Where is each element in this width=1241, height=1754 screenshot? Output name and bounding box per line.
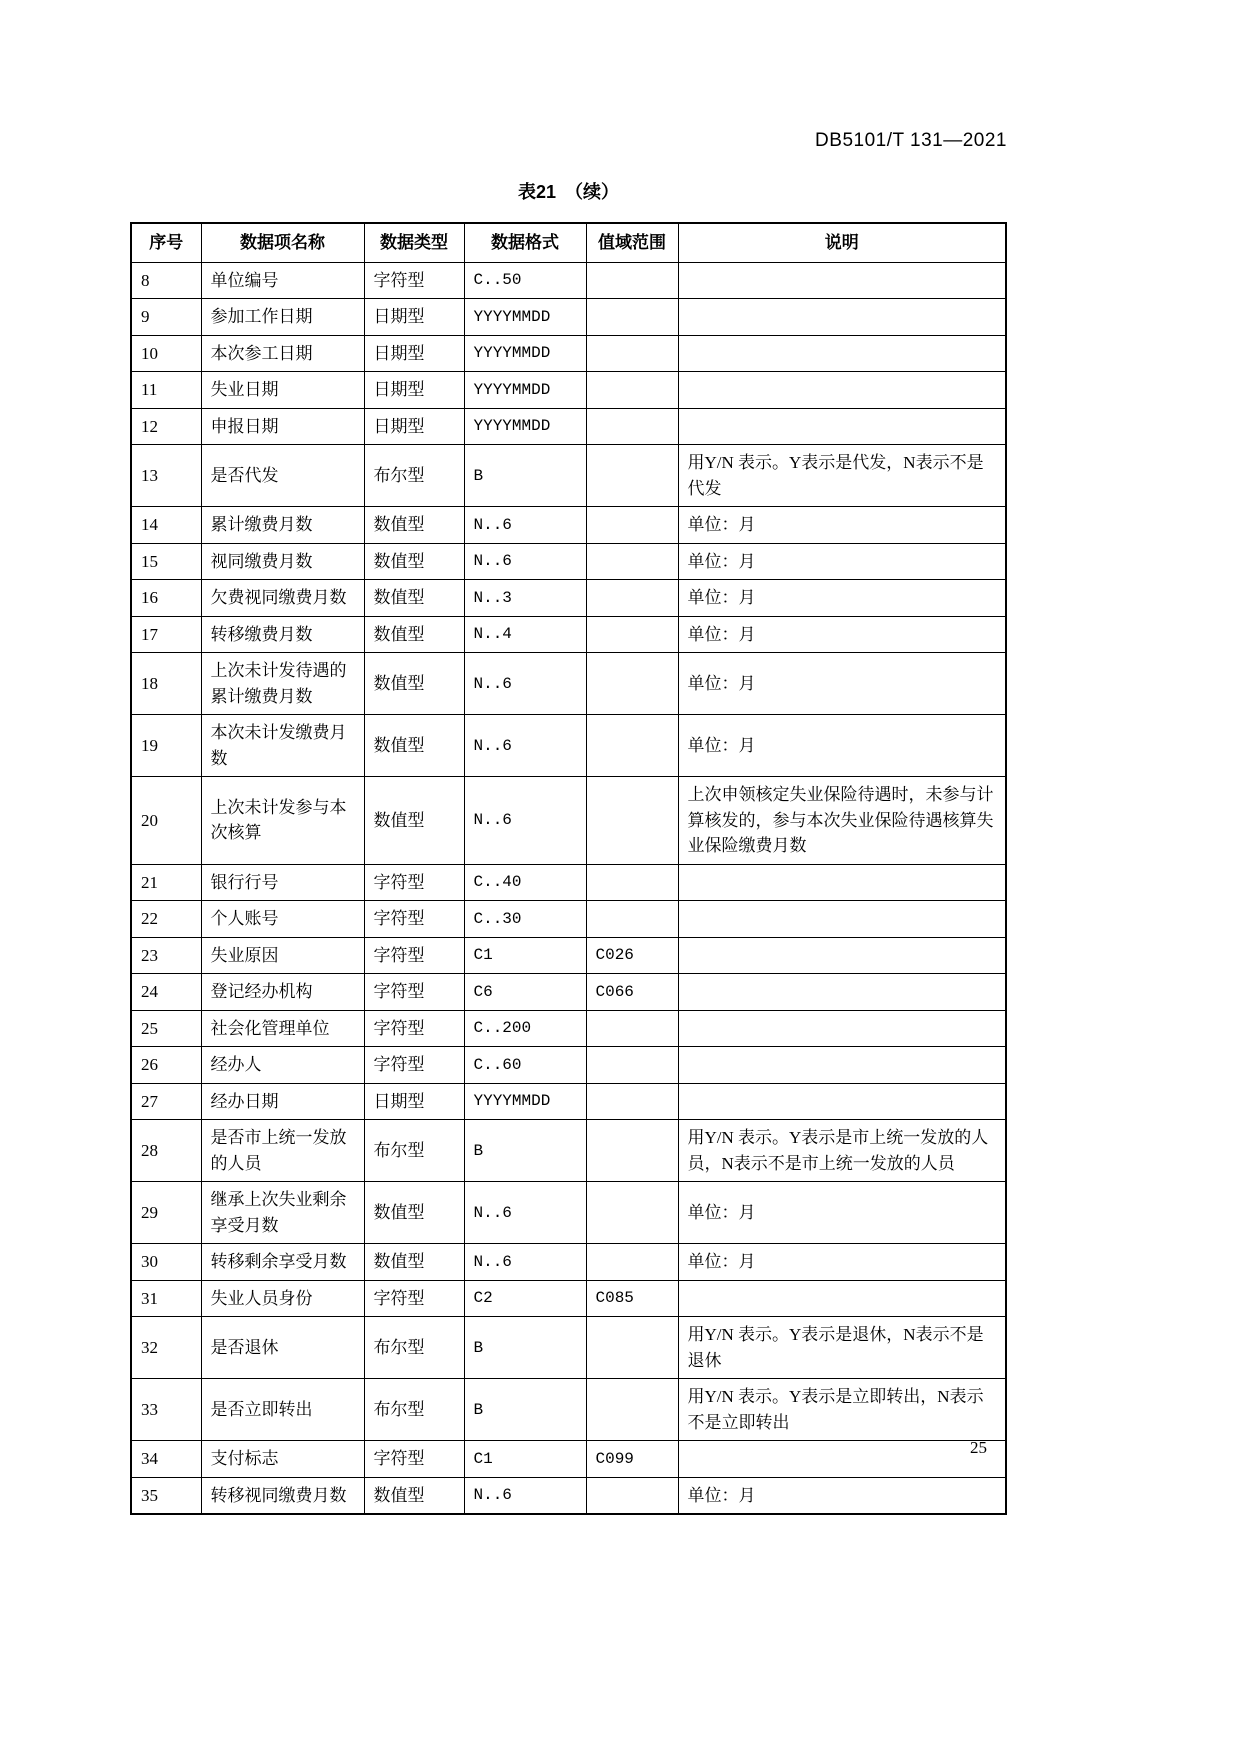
header-col-type: 数据类型 [364, 223, 464, 262]
cell-range [586, 507, 678, 544]
cell-desc: 单位：月 [678, 580, 1006, 617]
cell-type: 数值型 [364, 1477, 464, 1514]
page-number: 25 [970, 1438, 987, 1457]
cell-desc: 用Y/N 表示。Y表示是代发，N表示不是代发 [678, 445, 1006, 507]
cell-type: 日期型 [364, 372, 464, 409]
table-row [131, 1083, 1006, 1120]
table-row [131, 616, 1006, 653]
cell-desc: 单位：月 [678, 1182, 1006, 1244]
cell-range [586, 1244, 678, 1281]
cell-name: 上次未计发参与本次核算 [201, 777, 364, 865]
data-dictionary-table [130, 222, 1007, 1515]
cell-desc: 单位：月 [678, 653, 1006, 715]
cell-format: N..6 [464, 715, 586, 777]
cell-range [586, 262, 678, 299]
cell-type: 布尔型 [364, 1317, 464, 1379]
cell-no: 31 [131, 1280, 201, 1317]
cell-no: 23 [131, 937, 201, 974]
cell-range [586, 299, 678, 336]
cell-type: 字符型 [364, 262, 464, 299]
cell-type: 字符型 [364, 1280, 464, 1317]
header-col-name: 数据项名称 [201, 223, 364, 262]
table-row [131, 408, 1006, 445]
cell-name: 经办人 [201, 1047, 364, 1084]
cell-no: 12 [131, 408, 201, 445]
table-row [131, 299, 1006, 336]
cell-name: 继承上次失业剩余享受月数 [201, 1182, 364, 1244]
cell-format: B [464, 1379, 586, 1441]
cell-no: 34 [131, 1441, 201, 1478]
cell-range [586, 777, 678, 865]
cell-no: 28 [131, 1120, 201, 1182]
cell-name: 欠费视同缴费月数 [201, 580, 364, 617]
cell-desc [678, 372, 1006, 409]
cell-range [586, 408, 678, 445]
cell-no: 27 [131, 1083, 201, 1120]
cell-desc [678, 262, 1006, 299]
table-row [131, 445, 1006, 507]
cell-no: 15 [131, 543, 201, 580]
header-col-no: 序号 [131, 223, 201, 262]
cell-type: 布尔型 [364, 1120, 464, 1182]
cell-name: 是否立即转出 [201, 1379, 364, 1441]
cell-range [586, 445, 678, 507]
cell-type: 字符型 [364, 1441, 464, 1478]
cell-range [586, 1010, 678, 1047]
cell-range: C066 [586, 974, 678, 1011]
cell-type: 字符型 [364, 901, 464, 938]
cell-format: YYYYMMDD [464, 372, 586, 409]
cell-range [586, 1047, 678, 1084]
table-row [131, 580, 1006, 617]
cell-no: 30 [131, 1244, 201, 1281]
cell-format: YYYYMMDD [464, 299, 586, 336]
cell-desc: 上次申领核定失业保险待遇时，未参与计算核发的，参与本次失业保险待遇核算失业保险缴费月数 [678, 777, 1006, 865]
cell-type: 数值型 [364, 580, 464, 617]
cell-range [586, 1477, 678, 1514]
cell-type: 日期型 [364, 299, 464, 336]
cell-format: N..6 [464, 653, 586, 715]
cell-desc [678, 864, 1006, 901]
cell-type: 日期型 [364, 335, 464, 372]
cell-no: 9 [131, 299, 201, 336]
table-row [131, 1379, 1006, 1441]
cell-desc: 单位：月 [678, 507, 1006, 544]
cell-format: C..60 [464, 1047, 586, 1084]
cell-type: 数值型 [364, 543, 464, 580]
cell-name: 视同缴费月数 [201, 543, 364, 580]
cell-name: 转移缴费月数 [201, 616, 364, 653]
cell-name: 是否市上统一发放的人员 [201, 1120, 364, 1182]
cell-range [586, 1083, 678, 1120]
table-row [131, 864, 1006, 901]
table-row [131, 372, 1006, 409]
cell-type: 数值型 [364, 777, 464, 865]
cell-type: 字符型 [364, 974, 464, 1011]
cell-name: 银行行号 [201, 864, 364, 901]
cell-no: 10 [131, 335, 201, 372]
cell-desc: 用Y/N 表示。Y表示是市上统一发放的人员，N表示不是市上统一发放的人员 [678, 1120, 1006, 1182]
cell-range [586, 715, 678, 777]
table-row [131, 653, 1006, 715]
cell-name: 失业人员身份 [201, 1280, 364, 1317]
cell-no: 24 [131, 974, 201, 1011]
cell-desc: 单位：月 [678, 1244, 1006, 1281]
header-col-desc: 说明 [678, 223, 1006, 262]
cell-range [586, 901, 678, 938]
cell-name: 本次未计发缴费月数 [201, 715, 364, 777]
cell-desc [678, 408, 1006, 445]
cell-no: 26 [131, 1047, 201, 1084]
header-col-format: 数据格式 [464, 223, 586, 262]
cell-name: 失业原因 [201, 937, 364, 974]
table-row [131, 937, 1006, 974]
table-row [131, 543, 1006, 580]
cell-format: C..200 [464, 1010, 586, 1047]
cell-name: 转移视同缴费月数 [201, 1477, 364, 1514]
cell-type: 字符型 [364, 864, 464, 901]
cell-name: 累计缴费月数 [201, 507, 364, 544]
cell-desc [678, 299, 1006, 336]
cell-desc [678, 1083, 1006, 1120]
cell-name: 经办日期 [201, 1083, 364, 1120]
table-row [131, 1477, 1006, 1514]
cell-name: 上次未计发待遇的累计缴费月数 [201, 653, 364, 715]
table-body [131, 262, 1006, 1514]
cell-no: 22 [131, 901, 201, 938]
cell-format: YYYYMMDD [464, 408, 586, 445]
cell-range [586, 543, 678, 580]
cell-format: N..6 [464, 777, 586, 865]
cell-desc [678, 1010, 1006, 1047]
cell-type: 字符型 [364, 937, 464, 974]
cell-range [586, 864, 678, 901]
table-row [131, 901, 1006, 938]
cell-format: B [464, 1120, 586, 1182]
table-header-row [131, 223, 1006, 262]
cell-name: 支付标志 [201, 1441, 364, 1478]
cell-type: 数值型 [364, 1182, 464, 1244]
cell-desc [678, 901, 1006, 938]
table-row [131, 777, 1006, 865]
cell-format: B [464, 1317, 586, 1379]
cell-range [586, 1379, 678, 1441]
cell-no: 13 [131, 445, 201, 507]
cell-range [586, 616, 678, 653]
cell-desc [678, 335, 1006, 372]
cell-no: 11 [131, 372, 201, 409]
cell-type: 数值型 [364, 1244, 464, 1281]
cell-range: C085 [586, 1280, 678, 1317]
cell-format: N..6 [464, 1477, 586, 1514]
cell-type: 日期型 [364, 408, 464, 445]
cell-type: 布尔型 [364, 445, 464, 507]
cell-range: C099 [586, 1441, 678, 1478]
cell-no: 17 [131, 616, 201, 653]
cell-type: 布尔型 [364, 1379, 464, 1441]
cell-format: B [464, 445, 586, 507]
table-row [131, 974, 1006, 1011]
cell-range [586, 580, 678, 617]
table-caption: 表21 （续） [517, 182, 620, 202]
cell-no: 25 [131, 1010, 201, 1047]
cell-range: C026 [586, 937, 678, 974]
cell-desc: 用Y/N 表示。Y表示是立即转出，N表示不是立即转出 [678, 1379, 1006, 1441]
cell-desc [678, 937, 1006, 974]
cell-format: C..40 [464, 864, 586, 901]
cell-format: YYYYMMDD [464, 1083, 586, 1120]
cell-desc: 单位：月 [678, 616, 1006, 653]
cell-range [586, 1120, 678, 1182]
cell-type: 日期型 [364, 1083, 464, 1120]
table-header [131, 223, 1006, 262]
cell-name: 参加工作日期 [201, 299, 364, 336]
cell-format: YYYYMMDD [464, 335, 586, 372]
cell-format: C1 [464, 1441, 586, 1478]
cell-no: 14 [131, 507, 201, 544]
cell-range [586, 335, 678, 372]
cell-name: 是否退休 [201, 1317, 364, 1379]
cell-range [586, 372, 678, 409]
cell-format: N..6 [464, 507, 586, 544]
cell-name: 失业日期 [201, 372, 364, 409]
table-row [131, 1010, 1006, 1047]
cell-type: 字符型 [364, 1047, 464, 1084]
cell-name: 社会化管理单位 [201, 1010, 364, 1047]
cell-format: C..50 [464, 262, 586, 299]
table-row [131, 1317, 1006, 1379]
cell-range [586, 653, 678, 715]
cell-name: 个人账号 [201, 901, 364, 938]
cell-no: 18 [131, 653, 201, 715]
cell-name: 单位编号 [201, 262, 364, 299]
table-row [131, 262, 1006, 299]
table-row [131, 1244, 1006, 1281]
cell-format: C6 [464, 974, 586, 1011]
document-code: DB5101/T 131—2021 [815, 130, 1007, 151]
table-row [131, 1280, 1006, 1317]
cell-format: C..30 [464, 901, 586, 938]
cell-format: N..4 [464, 616, 586, 653]
table-row [131, 715, 1006, 777]
cell-no: 20 [131, 777, 201, 865]
cell-no: 8 [131, 262, 201, 299]
cell-name: 登记经办机构 [201, 974, 364, 1011]
table-row [131, 507, 1006, 544]
cell-no: 16 [131, 580, 201, 617]
cell-no: 21 [131, 864, 201, 901]
cell-desc: 用Y/N 表示。Y表示是退休，N表示不是退休 [678, 1317, 1006, 1379]
cell-format: C2 [464, 1280, 586, 1317]
cell-no: 29 [131, 1182, 201, 1244]
cell-desc [678, 1047, 1006, 1084]
cell-name: 是否代发 [201, 445, 364, 507]
cell-format: C1 [464, 937, 586, 974]
table-row [131, 335, 1006, 372]
table-row [131, 1182, 1006, 1244]
cell-range [586, 1182, 678, 1244]
cell-format: N..6 [464, 1244, 586, 1281]
cell-desc: 单位：月 [678, 715, 1006, 777]
table-row [131, 1047, 1006, 1084]
cell-format: N..6 [464, 1182, 586, 1244]
header-col-range: 值域范围 [586, 223, 678, 262]
cell-no: 35 [131, 1477, 201, 1514]
cell-name: 转移剩余享受月数 [201, 1244, 364, 1281]
cell-name: 本次参工日期 [201, 335, 364, 372]
cell-type: 数值型 [364, 715, 464, 777]
cell-no: 19 [131, 715, 201, 777]
cell-format: N..6 [464, 543, 586, 580]
cell-no: 32 [131, 1317, 201, 1379]
cell-desc: 单位：月 [678, 543, 1006, 580]
table-row [131, 1120, 1006, 1182]
cell-desc [678, 1280, 1006, 1317]
cell-type: 数值型 [364, 616, 464, 653]
cell-format: N..3 [464, 580, 586, 617]
cell-desc [678, 974, 1006, 1011]
cell-type: 字符型 [364, 1010, 464, 1047]
cell-type: 数值型 [364, 507, 464, 544]
cell-no: 33 [131, 1379, 201, 1441]
cell-type: 数值型 [364, 653, 464, 715]
cell-range [586, 1317, 678, 1379]
cell-desc: 单位：月 [678, 1477, 1006, 1514]
cell-name: 申报日期 [201, 408, 364, 445]
